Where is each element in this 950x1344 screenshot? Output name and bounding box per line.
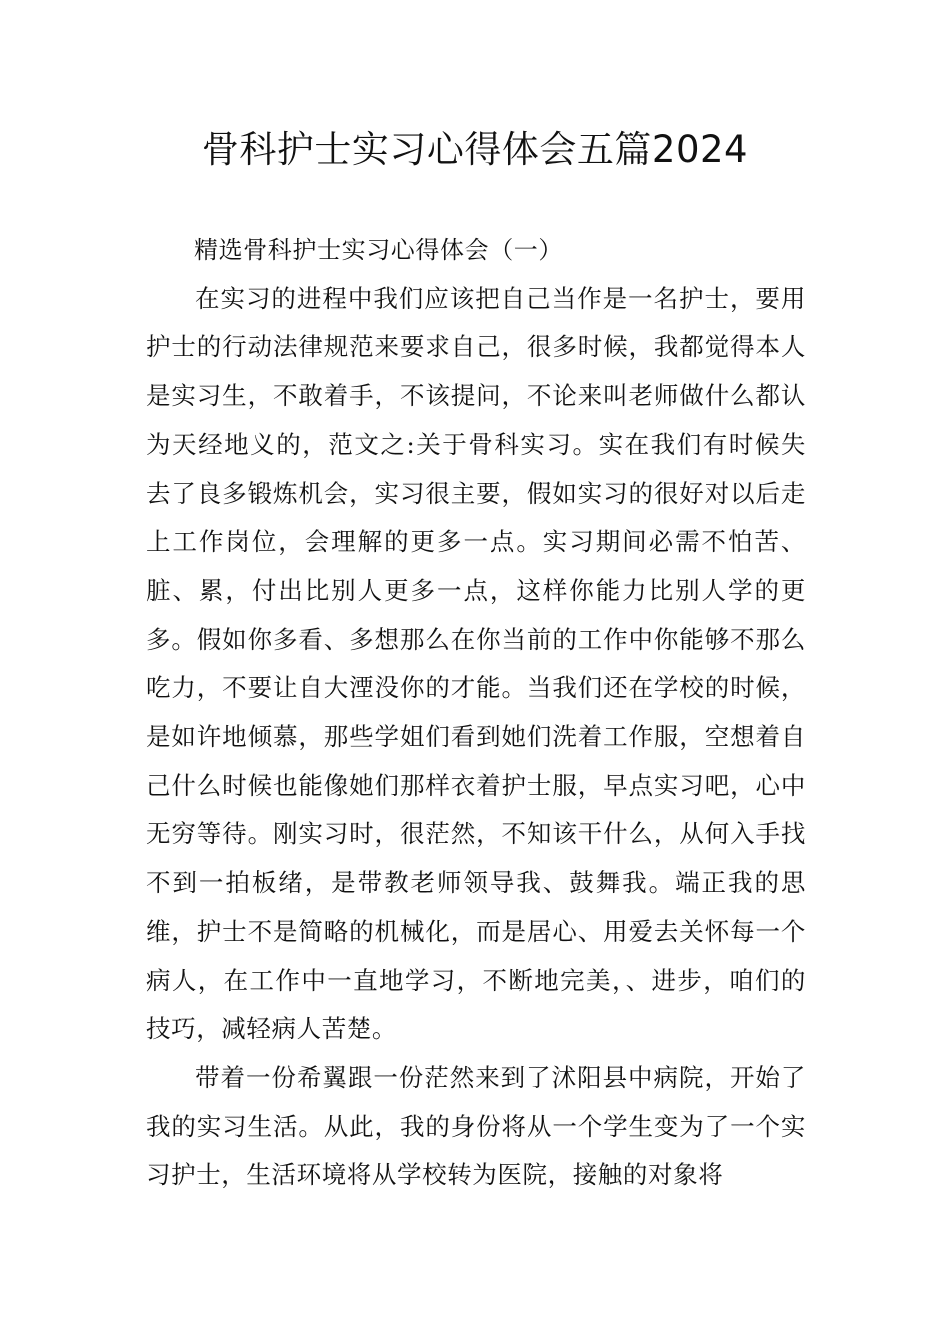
section-heading: 精选骨科护士实习心得体会（一） — [194, 236, 563, 264]
document-body — [146, 226, 806, 1200]
paragraph-1: 在实习的进程中我们应该把自己当作是一名护士，要用护士的行动法律规范来要求自己，很多时候，我都觉得本人是实习生，不敢着手，不该提问，不论来叫老师做什么都认为天经地义的，范文之:关于骨科实习。实在我们有时候失去了良多锻炼机会，实习很主要，假如实习的很好对以后走上工作岗位，会理解的更多一点。实习期间必需不怕苦、脏、累，付出比别人更多一点，这样你能力比别人学的更多。假如你多看、多想那么在你当前的工作中你能够不那么吃力，不要让自大湮没你的才能。当我们还在学校的时候，是如许地倾慕，那些学姐们看到她们洗着工作服，空想着自己什么时候也能像她们那样衣着护士服，早点实习吧，心中无穷等待。刚实习时，很茫然，不知该干什么，从何入手找不到一拍板绪，是带教老师领导我、鼓舞我。端正我的思维，护士不是简略的机械化，而是居心、用爱去关怀每一个病人，在工作中一直地学习，不断地完美，、进步，咱们的技巧，减轻病人苦楚。 — [146, 283, 806, 1044]
paragraph-2: 带着一份希翼跟一份茫然来到了沭阳县中病院，开始了我的实习生活。从此，我的身份将从一个学生变为了一个实习护士，生活环境将从学校转为医院，接触的对象将 — [146, 1062, 806, 1190]
document-title: 骨科护士实习心得体会五篇2024 — [201, 128, 749, 171]
